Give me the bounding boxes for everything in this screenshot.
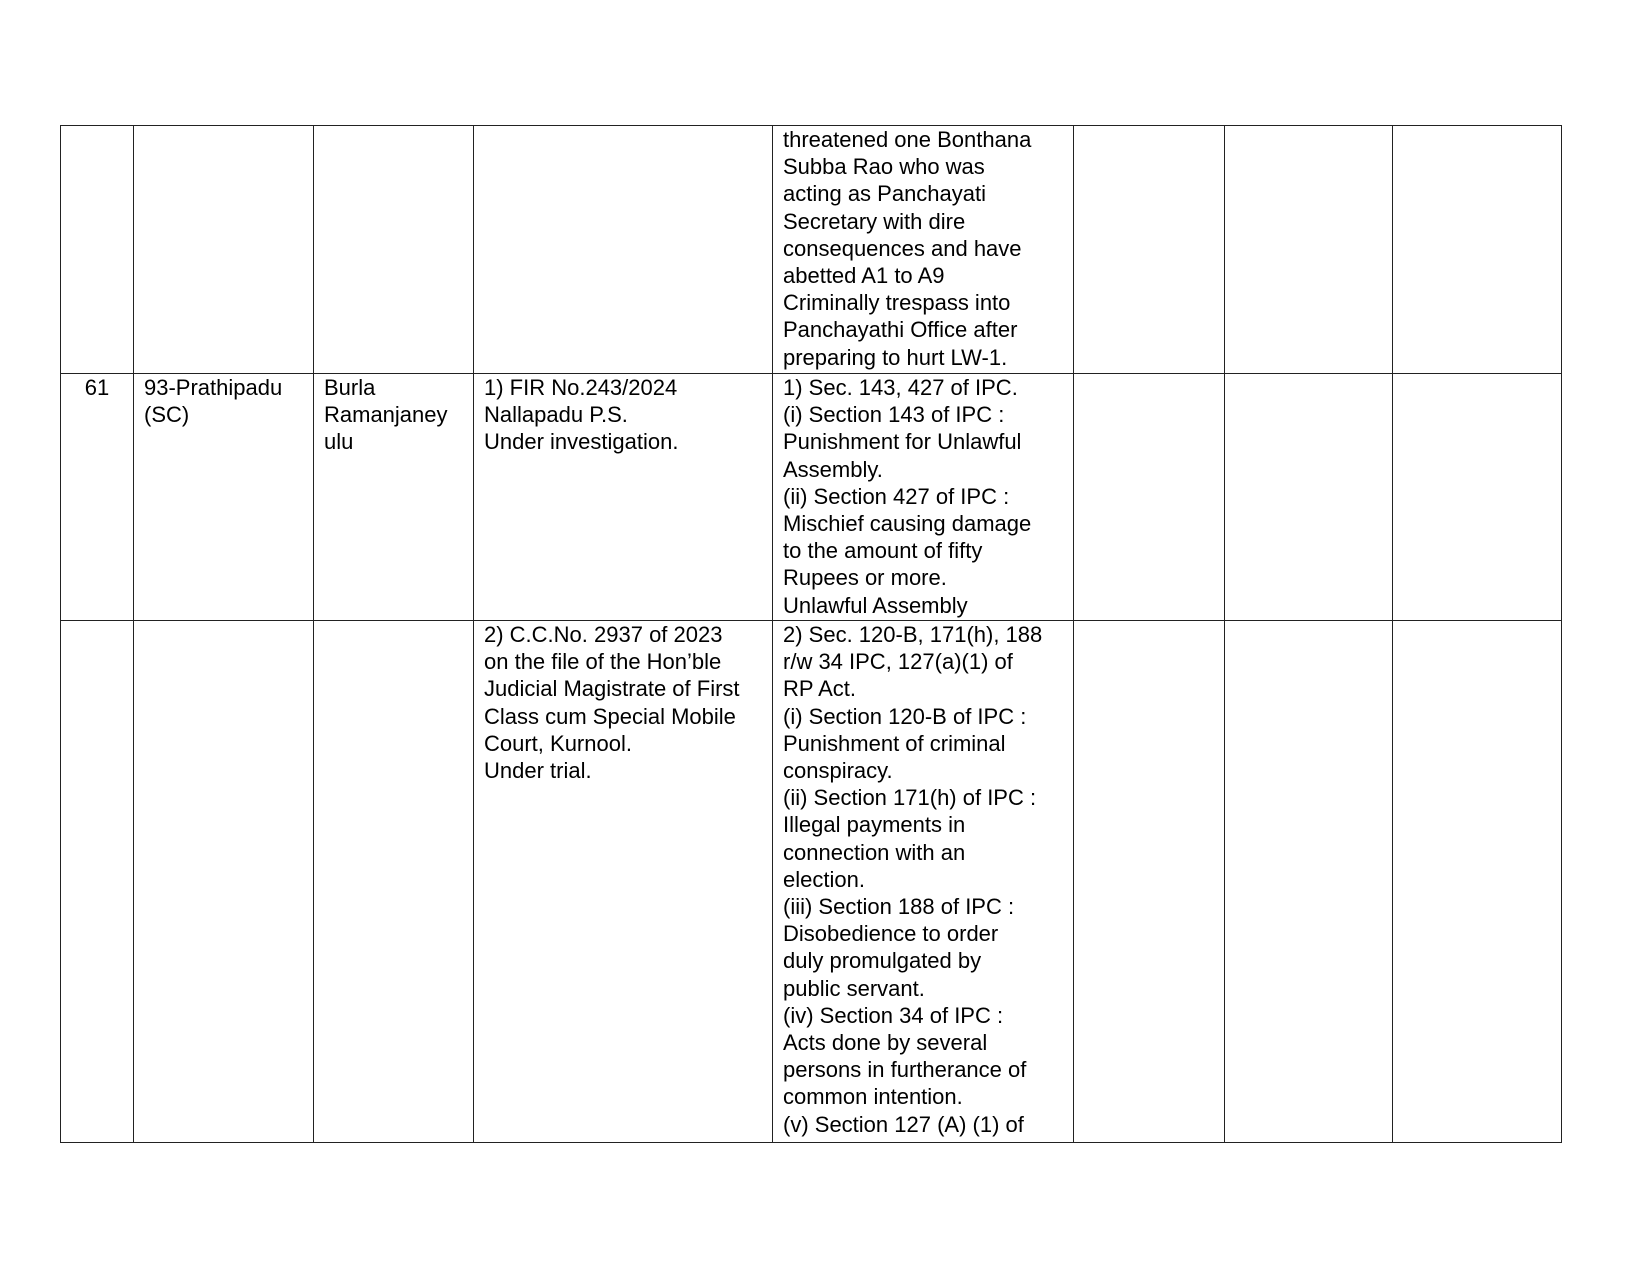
text-line: on the file of the Hon’ble (484, 649, 722, 675)
text-line: Panchayathi Office after (783, 317, 1018, 343)
text-line: abetted A1 to A9 (783, 263, 945, 289)
empty-cell (1225, 374, 1393, 621)
sl-no-cell (61, 126, 134, 374)
text-line: (i) Section 120-B of IPC : (783, 703, 1027, 729)
table-row (61, 374, 1562, 621)
sl-no: 61 (84, 375, 110, 400)
text-line: (iii) Section 188 of IPC : (783, 894, 1015, 920)
text-line: Under trial. (484, 758, 592, 784)
text-line: preparing to hurt LW-1. (783, 344, 1008, 370)
case-details-cell (474, 126, 773, 374)
text-line: common intention. (783, 1084, 963, 1110)
text-line: Judicial Magistrate of First (484, 676, 740, 702)
text-line: Under investigation. (484, 429, 679, 455)
text-line: Class cum Special Mobile (484, 703, 736, 729)
sections-cell (773, 374, 1074, 621)
table-row (61, 126, 1562, 374)
constituency-cell (134, 374, 314, 621)
text-line: (SC) (144, 402, 190, 428)
text-line: Illegal payments in (783, 812, 966, 838)
empty-cell (1393, 374, 1562, 621)
sl-no-cell (61, 621, 134, 1143)
text-line: Punishment of criminal (783, 730, 1006, 756)
table-body (61, 126, 1562, 1143)
constituency-cell (134, 621, 314, 1143)
text-line: r/w 34 IPC, 127(a)(1) of (783, 649, 1013, 675)
empty-cell (1393, 126, 1562, 374)
candidate-cell (314, 621, 474, 1143)
empty-cell (1225, 126, 1393, 374)
text-line: Disobedience to order (783, 921, 999, 947)
candidate-cell (314, 126, 474, 374)
text-line: connection with an (783, 839, 966, 865)
text-line: (ii) Section 427 of IPC : (783, 483, 1010, 509)
text-line: 1) FIR No.243/2024 (484, 375, 678, 400)
constituency-cell (134, 126, 314, 374)
candidate-cell (314, 374, 474, 621)
text-line: Nallapadu P.S. (484, 402, 628, 428)
case-details-cell (474, 374, 773, 621)
case-details-cell (474, 621, 773, 1143)
text-line: Subba Rao who was (783, 154, 985, 180)
text-line: Acts done by several (783, 1030, 988, 1056)
text-line: 93-Prathipadu (144, 375, 283, 400)
text-line: Assembly. (783, 456, 883, 482)
text-line: Rupees or more. (783, 565, 947, 591)
empty-cell (1225, 621, 1393, 1143)
cases-table (60, 125, 1562, 1143)
sections-cell (773, 621, 1074, 1143)
text-line: Court, Kurnool. (484, 730, 632, 756)
text-line: (ii) Section 171(h) of IPC : (783, 785, 1037, 811)
text-line: election. (783, 866, 865, 892)
empty-cell (1074, 621, 1225, 1143)
sections-cell (773, 126, 1074, 374)
text-line: 2) Sec. 120-B, 171(h), 188 (783, 622, 1043, 647)
empty-cell (1074, 374, 1225, 621)
text-line: conspiracy. (783, 758, 893, 784)
text-line: threatened one Bonthana (783, 127, 1032, 152)
text-line: (iv) Section 34 of IPC : (783, 1002, 1004, 1028)
text-line: to the amount of fifty (783, 538, 983, 564)
table-row (61, 621, 1562, 1143)
text-line: consequences and have (783, 235, 1022, 261)
text-line: Burla (324, 375, 376, 400)
text-line: Criminally trespass into (783, 290, 1011, 316)
text-line: (v) Section 127 (A) (1) of (783, 1111, 1024, 1137)
text-line: duly promulgated by (783, 948, 982, 974)
text-line: RP Act. (783, 676, 856, 702)
text-line: Mischief causing damage (783, 511, 1032, 537)
sl-no-cell (61, 374, 134, 621)
text-line: 2) C.C.No. 2937 of 2023 (484, 622, 723, 647)
text-line: persons in furtherance of (783, 1057, 1027, 1083)
text-line: acting as Panchayati (783, 181, 987, 207)
text-line: ulu (324, 429, 354, 455)
text-line: 1) Sec. 143, 427 of IPC. (783, 375, 1018, 400)
empty-cell (1393, 621, 1562, 1143)
text-line: (i) Section 143 of IPC : (783, 402, 1005, 428)
text-line: Secretary with dire (783, 208, 966, 234)
text-line: Punishment for Unlawful (783, 429, 1022, 455)
text-line: Ramanjaney (324, 402, 448, 428)
text-line: Unlawful Assembly (783, 592, 968, 618)
empty-cell (1074, 126, 1225, 374)
text-line: public servant. (783, 975, 925, 1001)
